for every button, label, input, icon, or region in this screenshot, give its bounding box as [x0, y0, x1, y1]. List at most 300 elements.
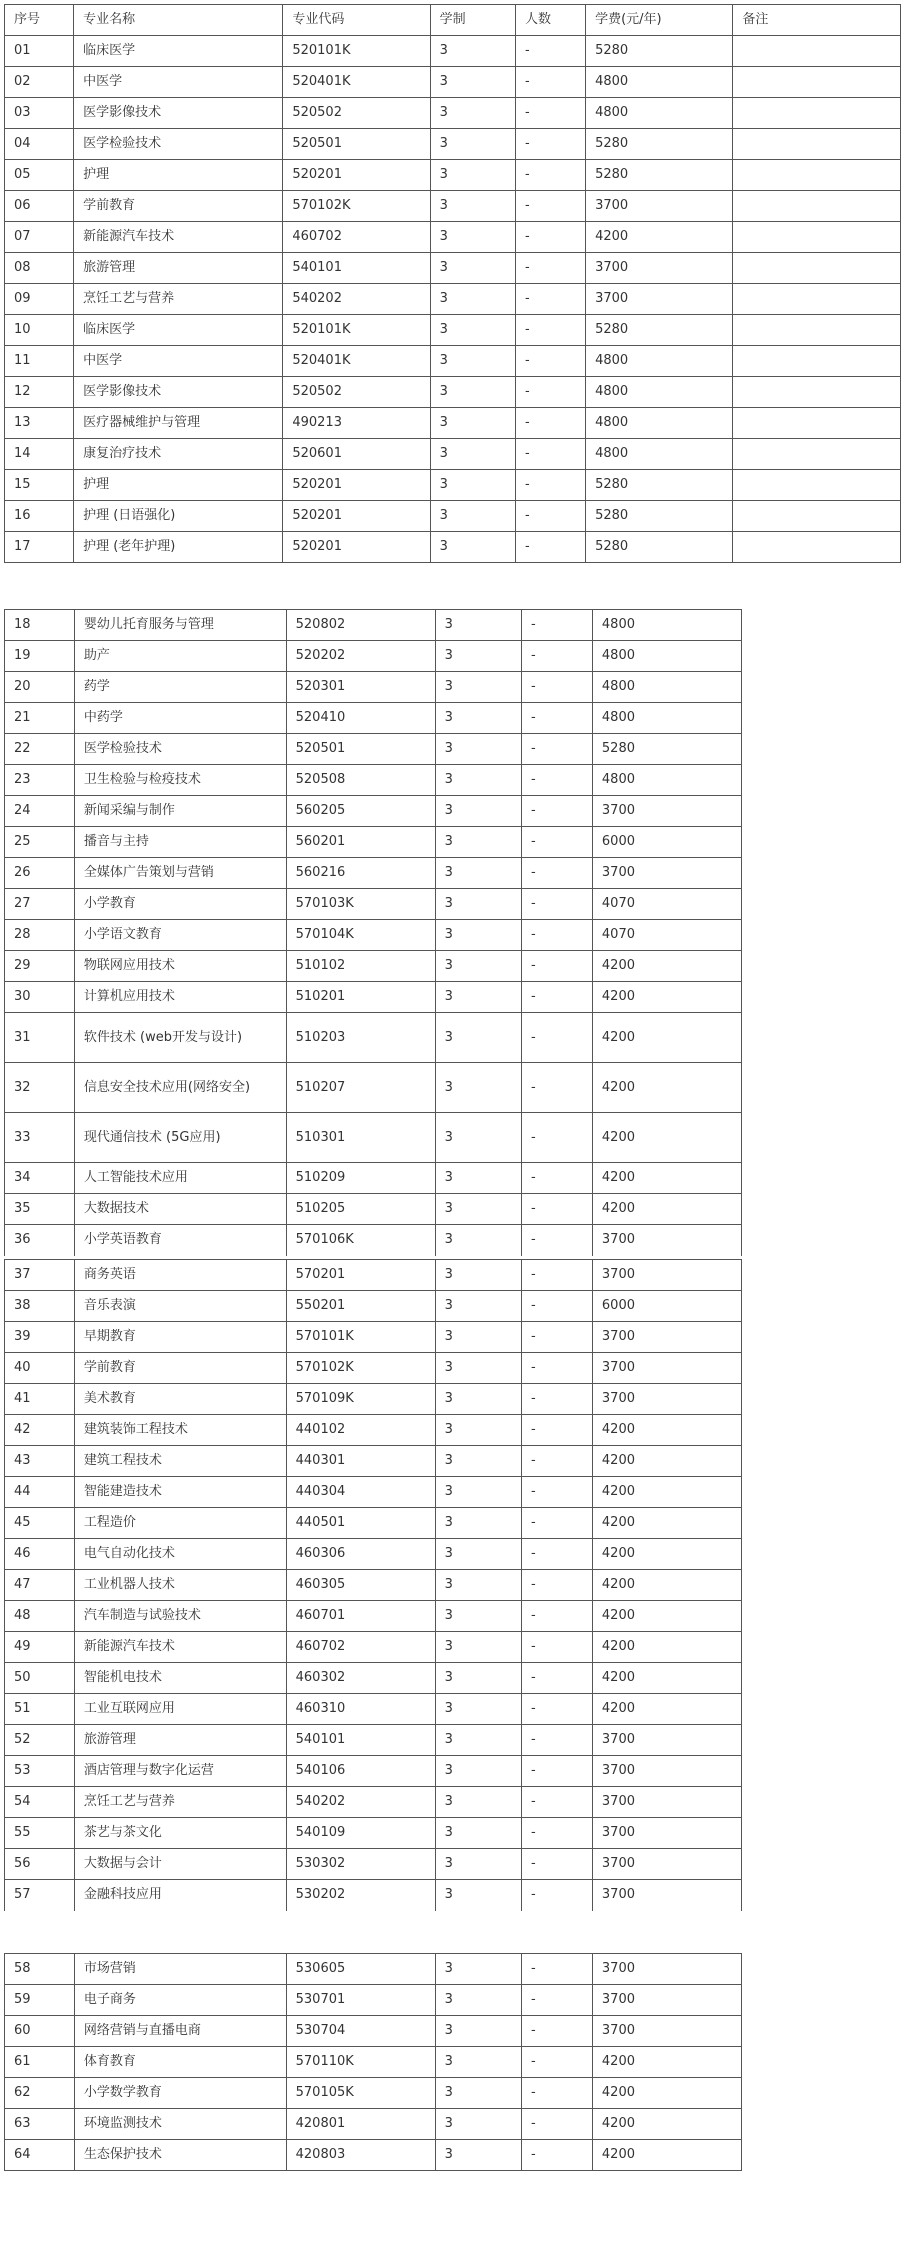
duration-cell: 3	[435, 1570, 521, 1601]
count-cell: -	[521, 610, 592, 641]
remark-cell	[733, 253, 901, 284]
code-cell: 520502	[283, 377, 430, 408]
duration-cell: 3	[435, 765, 521, 796]
tuition-cell: 5280	[592, 734, 741, 765]
duration-cell: 3	[435, 1415, 521, 1446]
name-cell: 医疗器械维护与管理	[74, 408, 283, 439]
name-cell: 新能源汽车技术	[74, 1632, 286, 1663]
name-cell: 小学语文教育	[74, 920, 286, 951]
name-cell: 信息安全技术应用(网络安全)	[74, 1063, 286, 1113]
seq-cell: 54	[5, 1787, 75, 1818]
tuition-cell: 4800	[592, 641, 741, 672]
count-cell: -	[521, 734, 592, 765]
tuition-cell: 3700	[592, 1985, 741, 2016]
count-cell: -	[521, 1787, 592, 1818]
count-cell: -	[521, 1113, 592, 1163]
count-cell: -	[521, 1477, 592, 1508]
duration-cell: 3	[435, 1663, 521, 1694]
table-row	[5, 982, 742, 1013]
count-cell: -	[515, 36, 585, 67]
code-cell: 530704	[286, 2016, 435, 2047]
tuition-cell: 5280	[586, 470, 733, 501]
name-cell: 旅游管理	[74, 253, 283, 284]
name-cell: 护理	[74, 470, 283, 501]
seq-cell: 57	[5, 1880, 75, 1911]
count-cell: -	[521, 1539, 592, 1570]
seq-cell: 08	[5, 253, 74, 284]
column-header: 序号	[5, 5, 74, 36]
count-cell: -	[521, 1818, 592, 1849]
count-cell: -	[521, 1384, 592, 1415]
table-row	[5, 1194, 742, 1225]
table-row	[5, 1694, 742, 1725]
name-cell: 中药学	[74, 703, 286, 734]
table-row	[5, 2109, 742, 2140]
table-row	[5, 858, 742, 889]
name-cell: 药学	[74, 672, 286, 703]
tuition-cell: 4200	[592, 1415, 741, 1446]
tuition-cell: 4200	[592, 1694, 741, 1725]
duration-cell: 3	[435, 1384, 521, 1415]
table-row	[5, 1601, 742, 1632]
code-cell: 550201	[286, 1291, 435, 1322]
count-cell: -	[521, 1322, 592, 1353]
tuition-cell: 4070	[592, 889, 741, 920]
tuition-cell: 3700	[592, 1260, 741, 1291]
tuition-cell: 3700	[586, 284, 733, 315]
table-row	[5, 1013, 742, 1063]
count-cell: -	[521, 1601, 592, 1632]
remark-cell	[733, 98, 901, 129]
count-cell: -	[521, 1163, 592, 1194]
count-cell: -	[515, 191, 585, 222]
remark-cell	[733, 284, 901, 315]
code-cell: 460702	[286, 1632, 435, 1663]
column-header: 学费(元/年)	[586, 5, 733, 36]
tuition-cell: 4800	[586, 98, 733, 129]
code-cell: 570106K	[286, 1225, 435, 1256]
table-row	[5, 1446, 742, 1477]
duration-cell: 3	[435, 2078, 521, 2109]
table-row	[5, 470, 901, 501]
duration-cell: 3	[435, 734, 521, 765]
seq-cell: 03	[5, 98, 74, 129]
count-cell: -	[521, 1508, 592, 1539]
tuition-cell: 3700	[586, 191, 733, 222]
seq-cell: 28	[5, 920, 75, 951]
seq-cell: 02	[5, 67, 74, 98]
tuition-cell: 4200	[592, 1508, 741, 1539]
code-cell: 420803	[286, 2140, 435, 2171]
name-cell: 新闻采编与制作	[74, 796, 286, 827]
name-cell: 助产	[74, 641, 286, 672]
code-cell: 530302	[286, 1849, 435, 1880]
remark-cell	[733, 67, 901, 98]
table-row	[5, 610, 742, 641]
count-cell: -	[521, 1880, 592, 1911]
table-row	[5, 1508, 742, 1539]
code-cell: 540202	[283, 284, 430, 315]
seq-cell: 13	[5, 408, 74, 439]
tuition-cell: 3700	[586, 253, 733, 284]
name-cell: 音乐表演	[74, 1291, 286, 1322]
count-cell: -	[521, 1415, 592, 1446]
code-cell: 490213	[283, 408, 430, 439]
duration-cell: 3	[435, 1880, 521, 1911]
seq-cell: 58	[5, 1954, 75, 1985]
count-cell: -	[515, 532, 585, 563]
table-row	[5, 703, 742, 734]
table-body	[5, 610, 742, 1256]
name-cell: 中医学	[74, 346, 283, 377]
duration-cell: 3	[430, 315, 515, 346]
count-cell: -	[521, 2109, 592, 2140]
name-cell: 烹饪工艺与营养	[74, 1787, 286, 1818]
name-cell: 电子商务	[74, 1985, 286, 2016]
tuition-cell: 3700	[592, 796, 741, 827]
seq-cell: 64	[5, 2140, 75, 2171]
seq-cell: 60	[5, 2016, 75, 2047]
duration-cell: 3	[435, 672, 521, 703]
seq-cell: 22	[5, 734, 75, 765]
seq-cell: 14	[5, 439, 74, 470]
tuition-cell: 4800	[586, 346, 733, 377]
duration-cell: 3	[435, 1849, 521, 1880]
duration-cell: 3	[430, 470, 515, 501]
code-cell: 510102	[286, 951, 435, 982]
seq-cell: 20	[5, 672, 75, 703]
table-row	[5, 253, 901, 284]
tuition-cell: 4800	[586, 377, 733, 408]
seq-cell: 26	[5, 858, 75, 889]
count-cell: -	[521, 1063, 592, 1113]
duration-cell: 3	[435, 951, 521, 982]
code-cell: 440304	[286, 1477, 435, 1508]
seq-cell: 18	[5, 610, 75, 641]
table-row	[5, 129, 901, 160]
duration-cell: 3	[430, 284, 515, 315]
count-cell: -	[515, 222, 585, 253]
count-cell: -	[521, 1194, 592, 1225]
seq-cell: 59	[5, 1985, 75, 2016]
count-cell: -	[521, 920, 592, 951]
table-row	[5, 827, 742, 858]
table-row	[5, 1291, 742, 1322]
code-cell: 570105K	[286, 2078, 435, 2109]
seq-cell: 52	[5, 1725, 75, 1756]
code-cell: 520802	[286, 610, 435, 641]
name-cell: 商务英语	[74, 1260, 286, 1291]
seq-cell: 01	[5, 36, 74, 67]
seq-cell: 05	[5, 160, 74, 191]
tuition-cell: 4200	[592, 1601, 741, 1632]
table-row	[5, 734, 742, 765]
duration-cell: 3	[430, 191, 515, 222]
code-cell: 460702	[283, 222, 430, 253]
seq-cell: 61	[5, 2047, 75, 2078]
seq-cell: 49	[5, 1632, 75, 1663]
name-cell: 婴幼儿托育服务与管理	[74, 610, 286, 641]
remark-cell	[733, 470, 901, 501]
table-body	[5, 5, 901, 563]
tuition-cell: 4070	[592, 920, 741, 951]
duration-cell: 3	[435, 2016, 521, 2047]
duration-cell: 3	[435, 1818, 521, 1849]
seq-cell: 48	[5, 1601, 75, 1632]
seq-cell: 42	[5, 1415, 75, 1446]
code-cell: 530202	[286, 1880, 435, 1911]
code-cell: 440301	[286, 1446, 435, 1477]
code-cell: 570101K	[286, 1322, 435, 1353]
code-cell: 520301	[286, 672, 435, 703]
table-row	[5, 36, 901, 67]
tuition-cell: 5280	[586, 129, 733, 160]
duration-cell: 3	[435, 1694, 521, 1725]
count-cell: -	[515, 253, 585, 284]
table-row	[5, 1063, 742, 1113]
tuition-cell: 3700	[592, 1353, 741, 1384]
count-cell: -	[521, 2078, 592, 2109]
count-cell: -	[521, 1756, 592, 1787]
table-row	[5, 408, 901, 439]
count-cell: -	[521, 1954, 592, 1985]
count-cell: -	[515, 346, 585, 377]
tuition-cell: 3700	[592, 1849, 741, 1880]
name-cell: 医学检验技术	[74, 734, 286, 765]
count-cell: -	[521, 1225, 592, 1256]
table-row	[5, 1849, 742, 1880]
tuition-cell: 4200	[592, 982, 741, 1013]
name-cell: 小学数学教育	[74, 2078, 286, 2109]
duration-cell: 3	[435, 641, 521, 672]
tuition-cell: 3700	[592, 1384, 741, 1415]
count-cell: -	[521, 703, 592, 734]
seq-cell: 43	[5, 1446, 75, 1477]
name-cell: 金融科技应用	[74, 1880, 286, 1911]
name-cell: 播音与主持	[74, 827, 286, 858]
code-cell: 530701	[286, 1985, 435, 2016]
tuition-cell: 4200	[592, 2078, 741, 2109]
count-cell: -	[521, 1260, 592, 1291]
seq-cell: 31	[5, 1013, 75, 1063]
remark-cell	[733, 408, 901, 439]
remark-cell	[733, 439, 901, 470]
name-cell: 环境监测技术	[74, 2109, 286, 2140]
count-cell: -	[521, 2047, 592, 2078]
count-cell: -	[521, 1725, 592, 1756]
code-cell: 560216	[286, 858, 435, 889]
code-cell: 520201	[283, 160, 430, 191]
column-header: 备注	[733, 5, 901, 36]
count-cell: -	[521, 1694, 592, 1725]
name-cell: 网络营销与直播电商	[74, 2016, 286, 2047]
name-cell: 中医学	[74, 67, 283, 98]
code-cell: 540101	[286, 1725, 435, 1756]
code-cell: 520201	[283, 532, 430, 563]
code-cell: 540202	[286, 1787, 435, 1818]
name-cell: 计算机应用技术	[74, 982, 286, 1013]
seq-cell: 25	[5, 827, 75, 858]
seq-cell: 15	[5, 470, 74, 501]
duration-cell: 3	[435, 1163, 521, 1194]
duration-cell: 3	[430, 532, 515, 563]
seq-cell: 21	[5, 703, 75, 734]
duration-cell: 3	[430, 439, 515, 470]
name-cell: 智能建造技术	[74, 1477, 286, 1508]
remark-cell	[733, 315, 901, 346]
name-cell: 小学英语教育	[74, 1225, 286, 1256]
name-cell: 工业互联网应用	[74, 1694, 286, 1725]
name-cell: 烹饪工艺与营养	[74, 284, 283, 315]
column-header: 人数	[515, 5, 585, 36]
duration-cell: 3	[435, 1260, 521, 1291]
table-row	[5, 1663, 742, 1694]
tuition-cell: 3700	[592, 1725, 741, 1756]
tuition-cell: 5280	[586, 315, 733, 346]
table-row	[5, 2078, 742, 2109]
seq-cell: 41	[5, 1384, 75, 1415]
count-cell: -	[521, 1849, 592, 1880]
remark-cell	[733, 160, 901, 191]
table-row	[5, 1477, 742, 1508]
code-cell: 510207	[286, 1063, 435, 1113]
seq-cell: 17	[5, 532, 74, 563]
tuition-cell: 4800	[586, 67, 733, 98]
tuition-cell: 3700	[592, 1818, 741, 1849]
name-cell: 大数据与会计	[74, 1849, 286, 1880]
code-cell: 460305	[286, 1570, 435, 1601]
table-row	[5, 67, 901, 98]
tuition-cell: 4200	[592, 1632, 741, 1663]
name-cell: 生态保护技术	[74, 2140, 286, 2171]
duration-cell: 3	[435, 1954, 521, 1985]
code-cell: 560205	[286, 796, 435, 827]
duration-cell: 3	[435, 1508, 521, 1539]
table-row	[5, 889, 742, 920]
seq-cell: 50	[5, 1663, 75, 1694]
duration-cell: 3	[435, 827, 521, 858]
name-cell: 美术教育	[74, 1384, 286, 1415]
seq-cell: 56	[5, 1849, 75, 1880]
table-row	[5, 1225, 742, 1256]
table-row	[5, 1384, 742, 1415]
duration-cell: 3	[435, 1322, 521, 1353]
name-cell: 康复治疗技术	[74, 439, 283, 470]
table-row	[5, 1954, 742, 1985]
tuition-cell: 4200	[592, 1013, 741, 1063]
table-row	[5, 439, 901, 470]
table-row	[5, 377, 901, 408]
tuition-cell: 5280	[586, 36, 733, 67]
duration-cell: 3	[435, 889, 521, 920]
count-cell: -	[521, 827, 592, 858]
seq-cell: 63	[5, 2109, 75, 2140]
code-cell: 570110K	[286, 2047, 435, 2078]
count-cell: -	[521, 1632, 592, 1663]
count-cell: -	[515, 501, 585, 532]
seq-cell: 37	[5, 1260, 75, 1291]
duration-cell: 3	[435, 1225, 521, 1256]
remark-cell	[733, 501, 901, 532]
seq-cell: 33	[5, 1113, 75, 1163]
seq-cell: 34	[5, 1163, 75, 1194]
duration-cell: 3	[430, 501, 515, 532]
duration-cell: 3	[435, 858, 521, 889]
table-row	[5, 1322, 742, 1353]
code-cell: 540106	[286, 1756, 435, 1787]
seq-cell: 53	[5, 1756, 75, 1787]
table-row	[5, 1260, 742, 1291]
code-cell: 540101	[283, 253, 430, 284]
duration-cell: 3	[435, 2047, 521, 2078]
table-row	[5, 532, 901, 563]
seq-cell: 11	[5, 346, 74, 377]
count-cell: -	[521, 1291, 592, 1322]
tuition-cell: 6000	[592, 827, 741, 858]
seq-cell: 30	[5, 982, 75, 1013]
table-row	[5, 2140, 742, 2171]
code-cell: 460306	[286, 1539, 435, 1570]
table-row	[5, 1353, 742, 1384]
duration-cell: 3	[435, 920, 521, 951]
name-cell: 旅游管理	[74, 1725, 286, 1756]
table-row	[5, 951, 742, 982]
column-header: 专业代码	[283, 5, 430, 36]
tuition-cell: 4800	[592, 672, 741, 703]
name-cell: 软件技术 (web开发与设计)	[74, 1013, 286, 1063]
name-cell: 早期教育	[74, 1322, 286, 1353]
code-cell: 510201	[286, 982, 435, 1013]
program-table-2	[4, 609, 742, 1256]
code-cell: 520201	[283, 501, 430, 532]
seq-cell: 19	[5, 641, 75, 672]
code-cell: 520501	[283, 129, 430, 160]
duration-cell: 3	[435, 1013, 521, 1063]
tuition-cell: 4800	[592, 703, 741, 734]
count-cell: -	[521, 951, 592, 982]
seq-cell: 10	[5, 315, 74, 346]
code-cell: 570104K	[286, 920, 435, 951]
tuition-cell: 4200	[592, 2047, 741, 2078]
remark-cell	[733, 191, 901, 222]
code-cell: 520508	[286, 765, 435, 796]
tuition-cell: 4800	[592, 765, 741, 796]
tuition-cell: 4200	[592, 1539, 741, 1570]
tuition-cell: 4200	[592, 1663, 741, 1694]
name-cell: 建筑工程技术	[74, 1446, 286, 1477]
duration-cell: 3	[430, 129, 515, 160]
name-cell: 小学教育	[74, 889, 286, 920]
code-cell: 510205	[286, 1194, 435, 1225]
tuition-cell: 3700	[592, 1954, 741, 1985]
code-cell: 440102	[286, 1415, 435, 1446]
tuition-cell: 4800	[586, 408, 733, 439]
count-cell: -	[521, 1353, 592, 1384]
tuition-cell: 5280	[586, 160, 733, 191]
table-row	[5, 1985, 742, 2016]
name-cell: 物联网应用技术	[74, 951, 286, 982]
table-row	[5, 1725, 742, 1756]
duration-cell: 3	[435, 1787, 521, 1818]
name-cell: 建筑装饰工程技术	[74, 1415, 286, 1446]
name-cell: 市场营销	[74, 1954, 286, 1985]
name-cell: 临床医学	[74, 36, 283, 67]
tuition-cell: 4200	[592, 1194, 741, 1225]
table-row	[5, 501, 901, 532]
code-cell: 510209	[286, 1163, 435, 1194]
code-cell: 520601	[283, 439, 430, 470]
code-cell: 510203	[286, 1013, 435, 1063]
